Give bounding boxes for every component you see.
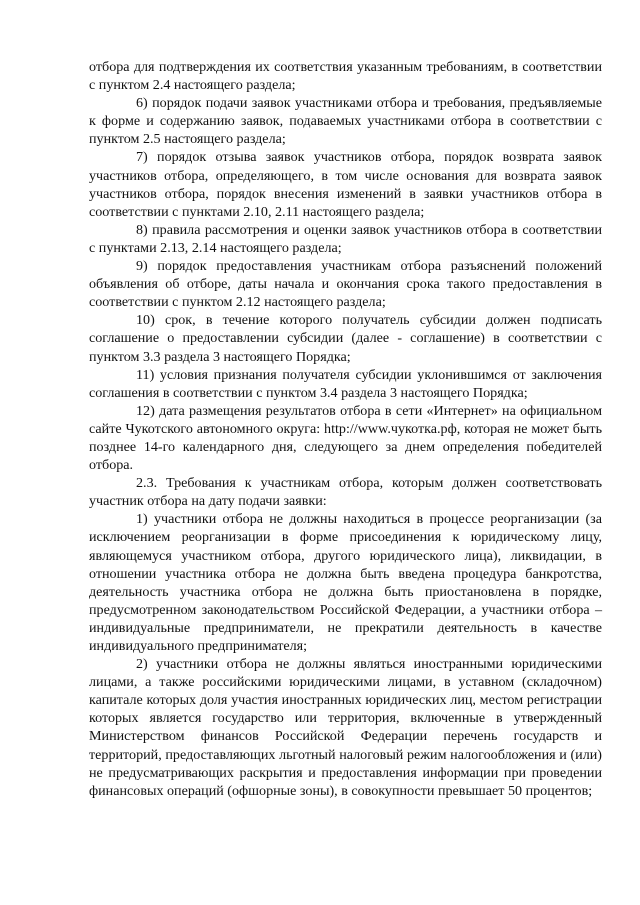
paragraph-item-12: 12) дата размещения результатов отбора в сети «Интернет» на официальном сайте Чукотского автономного округа: http://www.чукотка.рф, которая не может быть позднее 14-го календарного дня, следующего за днем определения победителей отбора. (89, 402, 602, 474)
paragraph-item-10: 10) срок, в течение которого получатель субсидии должен подписать соглашение о предоставлении субсидии (далее - соглашение) в соответствии с пунктом 3.3 раздела 3 настоящего Порядка; (89, 312, 602, 365)
document-body (89, 58, 602, 800)
section-2-3-heading: 2.3. Требования к участникам отбора, которым должен соответствовать участник отбора на дату подачи заявки: (89, 475, 602, 510)
paragraph-item-7: 7) порядок отзыва заявок участников отбора, порядок возврата заявок участников отбора, определяющего, в том числе основания для возврата заявок участников отбора, порядок внесения изменений в заявки участников отбора в соответствии с пунктами 2.10, 2.11 настоящего раздела; (89, 149, 602, 220)
requirement-item-2: 2) участники отбора не должны являться иностранными юридическими лицами, а также российскими юридическими лицами, в уставном (складочном) капитале которых доля участия иностранных юридических лиц, местом регистрации которых является государство или территория, включенные в утвержденный Министерством финансов Российской Федерации перечень государств и территорий, предоставляющих льготный налоговый режим налогообложения и (или) не предусматривающих раскрытия и предоставления информации при проведении финансовых операций (офшорные зоны), в совокупности превышает 50 процентов; (89, 656, 602, 799)
paragraph-item-11: 11) условия признания получателя субсидии уклонившимся от заключения соглашения в соответствии с пунктом 3.4 раздела 3 настоящего Порядка; (89, 366, 602, 401)
paragraph-item-8: 8) правила рассмотрения и оценки заявок участников отбора в соответствии с пунктами 2.13, 2.14 настоящего раздела; (89, 221, 602, 256)
paragraph-item-6: 6) порядок подачи заявок участниками отбора и требования, предъявляемые к форме и содержанию заявок, подаваемых участниками отбора в соответствии с пунктом 2.5 настоящего раздела; (89, 95, 602, 148)
requirement-item-1: 1) участники отбора не должны находиться в процессе реорганизации (за исключением реорганизации в форме присоединения к юридическому лицу, являющемуся участником отбора, другого юридического лица), ликвидации, в отношении участника отбора не должна быть введена процедура банкротства, деятельность участника отбора не должна быть приостановлена в порядке, предусмотренном законодательством Российской Федерации, а участники отбора – индивидуальные предприниматели, не прекратили деятельность в качестве индивидуального предпринимателя; (89, 511, 602, 654)
paragraph-item-9: 9) порядок предоставления участникам отбора разъяснений положений объявления об отборе, даты начала и окончания срока такого предоставления в соответствии с пунктом 2.12 настоящего раздела; (89, 258, 602, 311)
paragraph-continuation: отбора для подтверждения их соответствия указанным требованиям, в соответствии с пунктом 2.4 настоящего раздела; (89, 59, 602, 94)
